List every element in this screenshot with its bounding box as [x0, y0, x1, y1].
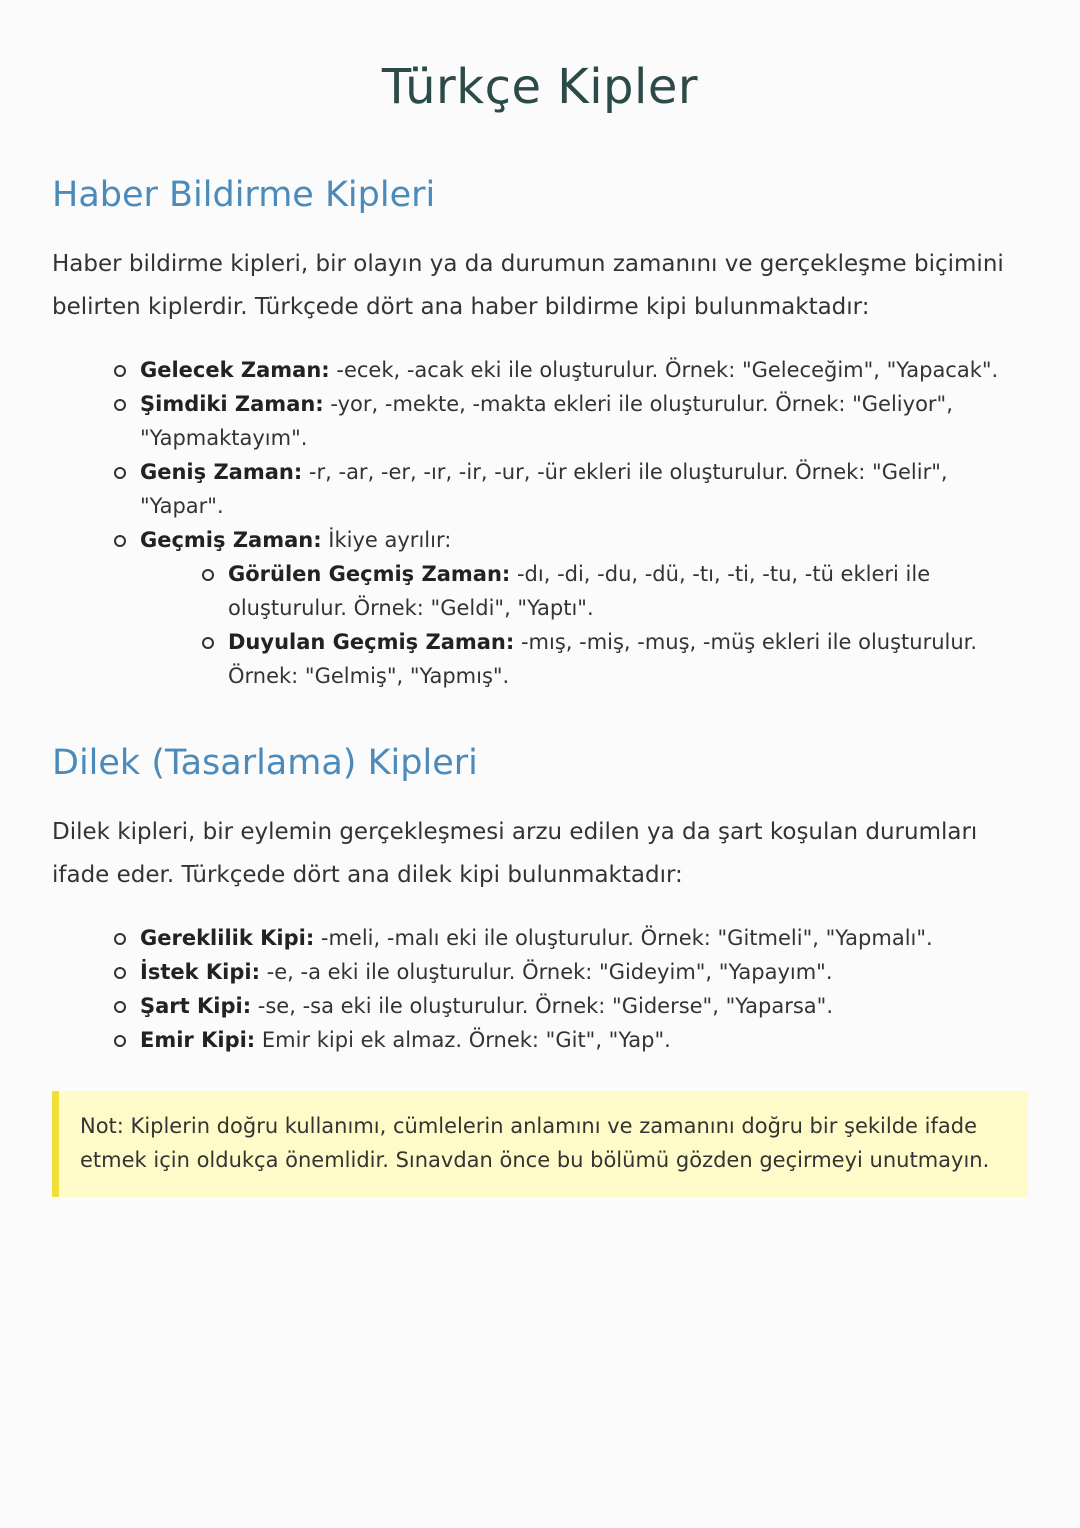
list-item-text: -yor, -mekte, -makta ekleri ile oluşturulur. Örnek: "Geliyor", "Yapmaktayım".: [140, 392, 953, 450]
circle-bullet-icon: [202, 637, 214, 649]
list-item-term: İstek Kipi:: [140, 960, 260, 984]
sublist-item: [228, 557, 1028, 625]
list-item-term: Görülen Geçmiş Zaman:: [228, 562, 511, 586]
circle-bullet-icon: [114, 365, 126, 377]
circle-bullet-icon: [114, 967, 126, 979]
list-item: [140, 921, 1028, 955]
circle-bullet-icon: [114, 535, 126, 547]
list-item-text: -r, -ar, -er, -ır, -ir, -ur, -ür ekleri ile oluşturulur. Örnek: "Gelir", "Yapar".: [140, 460, 948, 518]
list-item-term: Emir Kipi:: [140, 1028, 256, 1052]
circle-bullet-icon: [114, 933, 126, 945]
list-item-term: Geçmiş Zaman:: [140, 528, 322, 552]
list-item-term: Şart Kipi:: [140, 994, 252, 1018]
list-item-text: -mış, -miş, -muş, -müş ekleri ile oluşturulur. Örnek: "Gelmiş", "Yapmış".: [228, 630, 978, 688]
circle-bullet-icon: [114, 1035, 126, 1047]
circle-bullet-icon: [114, 1001, 126, 1013]
note-callout: Not: Kiplerin doğru kullanımı, cümlelerin anlamını ve zamanını doğru bir şekilde ifade etmek için oldukça önemlidir. Sınavdan önce bu bölümü gözden geçirmeyi unutmayın.: [52, 1091, 1028, 1197]
list-item: [140, 353, 1028, 387]
list-item-term: Şimdiki Zaman:: [140, 392, 324, 416]
circle-bullet-icon: [114, 467, 126, 479]
section-heading-haber: Haber Bildirme Kipleri: [52, 175, 436, 215]
section-heading-dilek: Dilek (Tasarlama) Kipleri: [52, 743, 478, 783]
list-item: [140, 387, 1028, 455]
section-intro-haber: Haber bildirme kipleri, bir olayın ya da durumun zamanını ve gerçekleşme biçimini belirten kiplerdir. Türkçede dört ana haber bildirme kipi bulunmaktadır:: [52, 251, 1004, 320]
list-item-text: -meli, -malı eki ile oluşturulur. Örnek: "Gitmeli", "Yapmalı".: [314, 926, 933, 950]
list-item: [140, 455, 1028, 523]
list-item: [140, 1023, 1028, 1057]
page-title: Türkçe Kipler: [381, 59, 699, 115]
haber-kipleri-list: [52, 353, 1028, 693]
list-item-text: -se, -sa eki ile oluşturulur. Örnek: "Giderse", "Yaparsa".: [251, 994, 834, 1018]
circle-bullet-icon: [202, 569, 214, 581]
list-item-text: -dı, -di, -du, -dü, -tı, -ti, -tu, -tü ekleri ile oluşturulur. Örnek: "Geldi", "Yaptı".: [228, 562, 931, 620]
list-item-term: Gereklilik Kipi:: [140, 926, 315, 950]
list-item: [140, 955, 1028, 989]
list-item-term: Duyulan Geçmiş Zaman:: [228, 630, 515, 654]
list-item-text: -e, -a eki ile oluşturulur. Örnek: "Gideyim", "Yapayım".: [259, 960, 833, 984]
list-item-term: Gelecek Zaman:: [140, 358, 330, 382]
list-item-text: -ecek, -acak eki ile oluşturulur. Örnek: "Geleceğim", "Yapacak".: [329, 358, 999, 382]
list-item: [140, 989, 1028, 1023]
list-item-text: İkiye ayrılır:: [321, 528, 452, 552]
gecmis-zaman-sublist: [140, 557, 1028, 693]
circle-bullet-icon: [114, 399, 126, 411]
sublist-item: [228, 625, 1028, 693]
list-item-text: Emir kipi ek almaz. Örnek: "Git", "Yap".: [255, 1028, 671, 1052]
dilek-kipleri-list: [52, 921, 1028, 1057]
list-item: [140, 523, 1028, 693]
section-intro-dilek: Dilek kipleri, bir eylemin gerçekleşmesi arzu edilen ya da şart koşulan durumları ifade eder. Türkçede dört ana dilek kipi bulunmaktadır:: [52, 819, 978, 888]
list-item-term: Geniş Zaman:: [140, 460, 303, 484]
